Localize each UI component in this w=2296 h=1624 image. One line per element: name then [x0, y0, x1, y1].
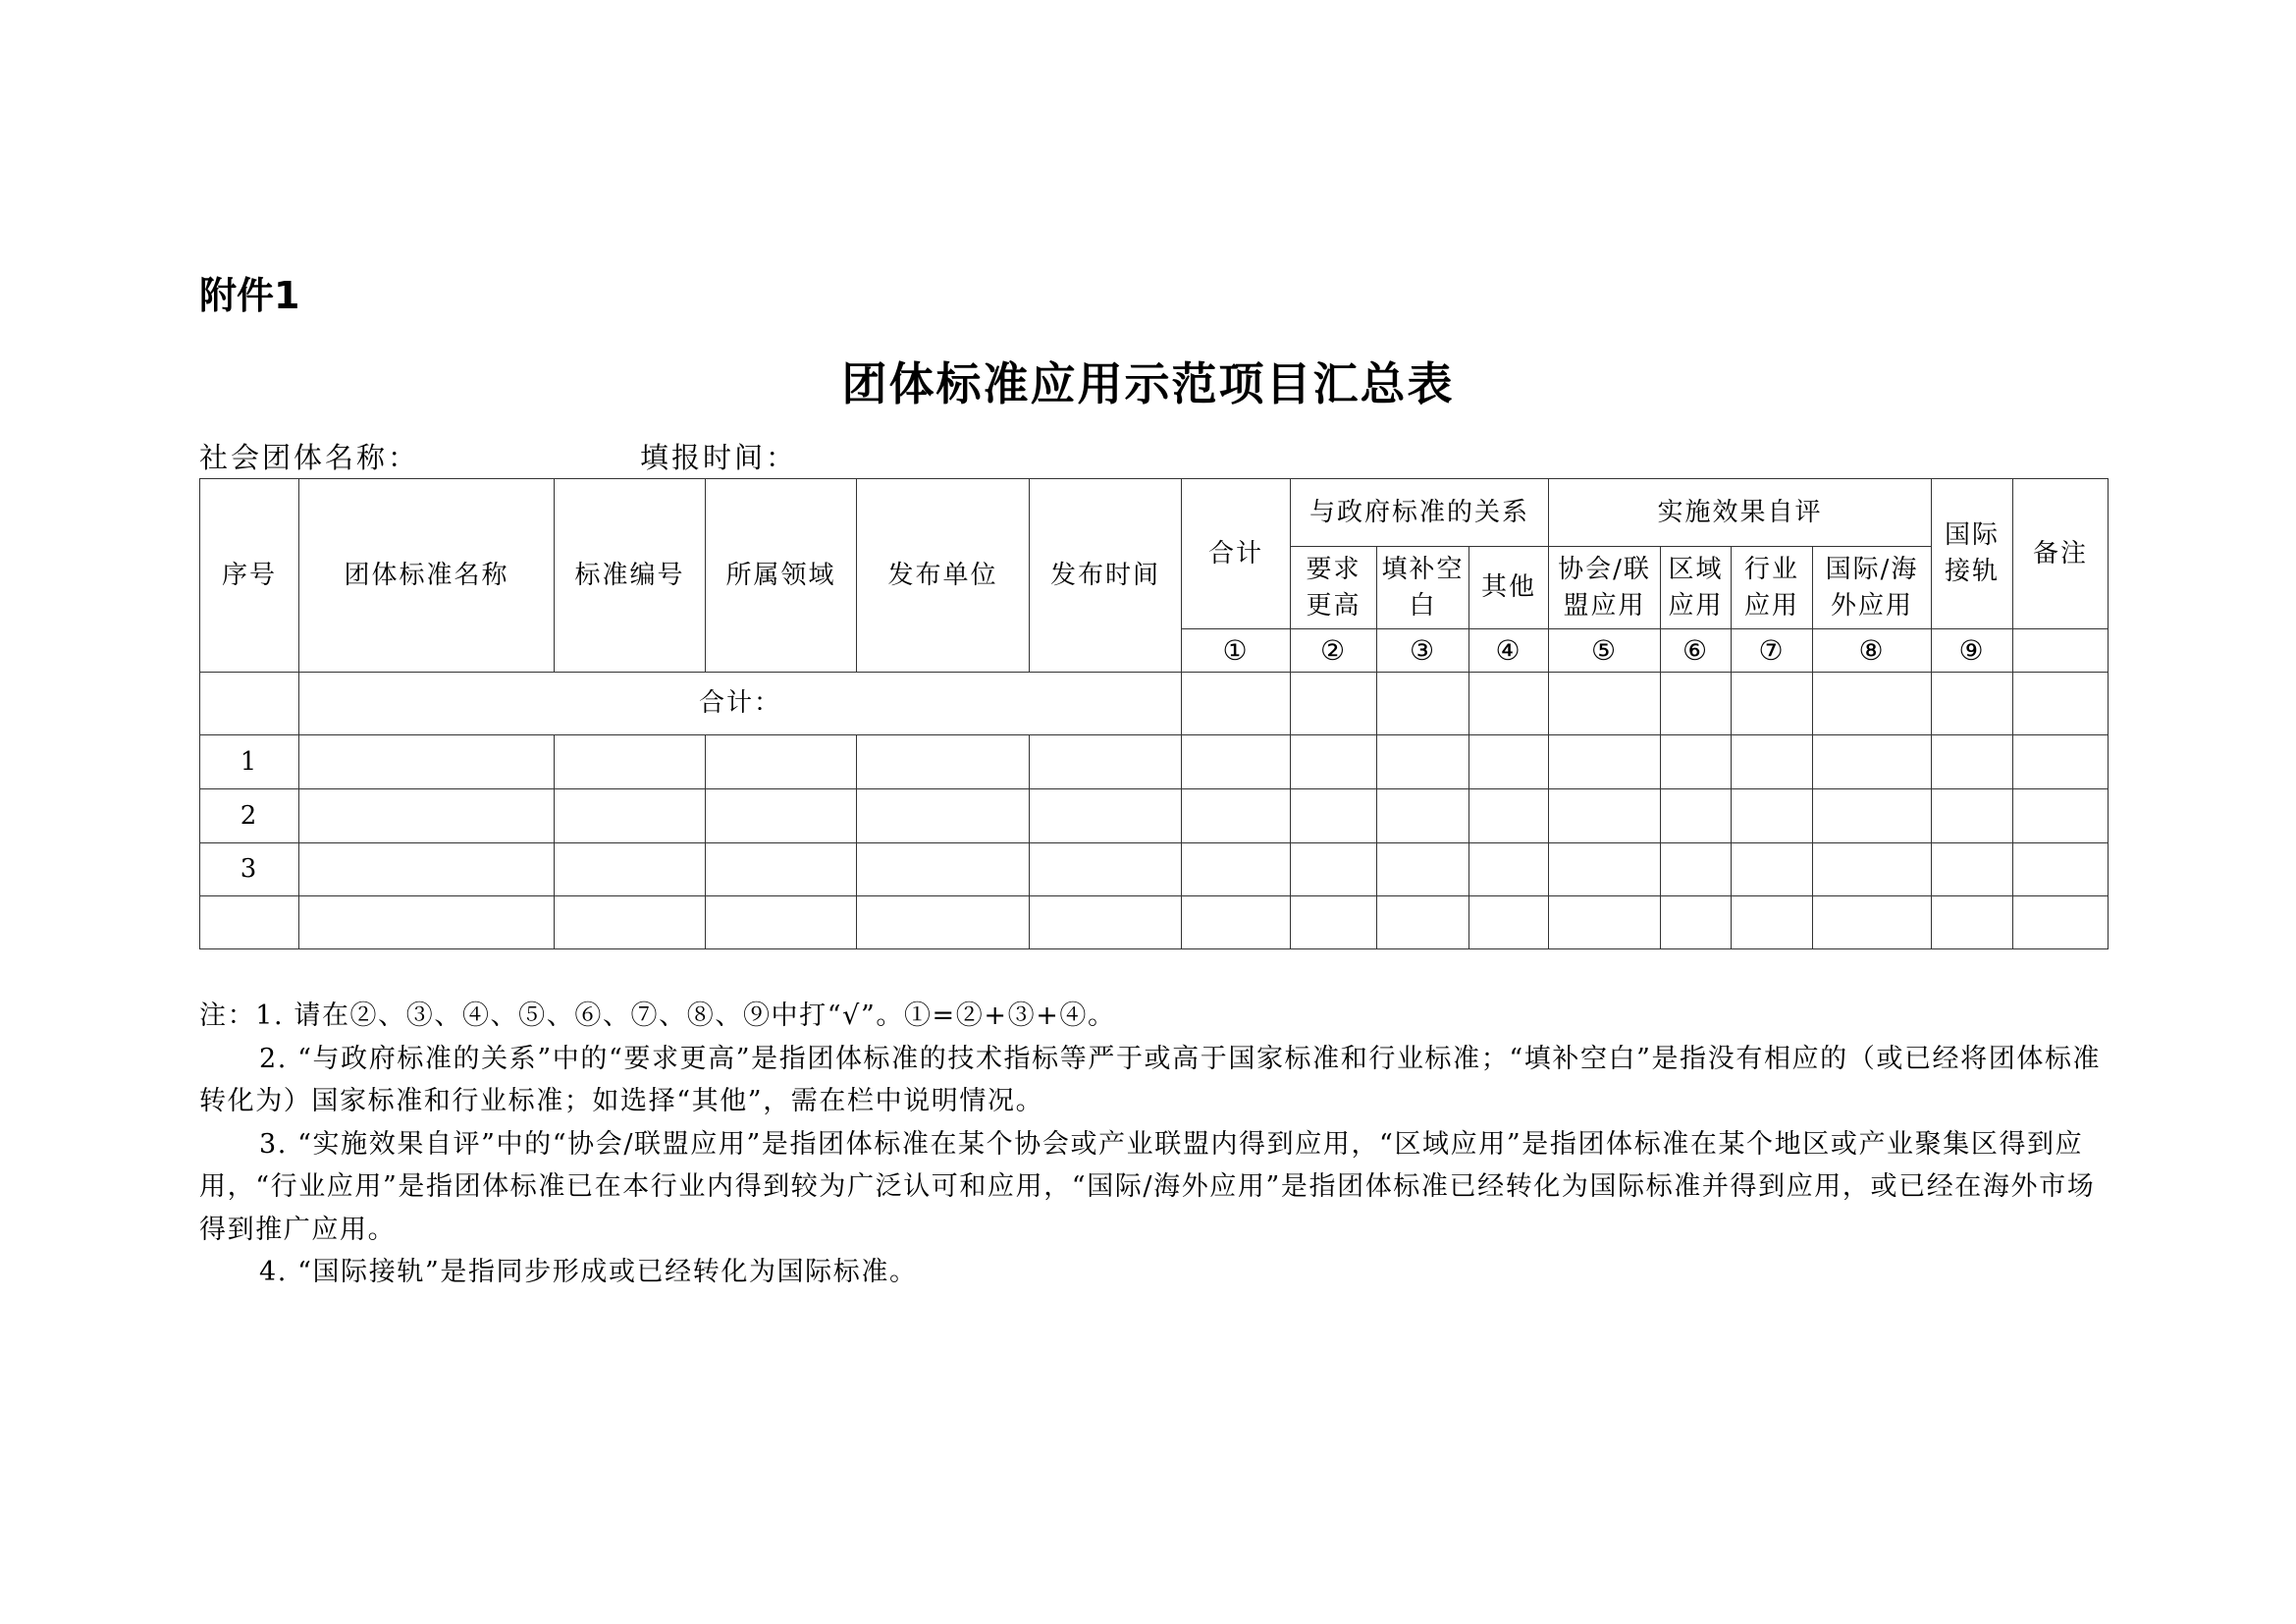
table-cell — [1732, 843, 1813, 896]
table-cell — [200, 673, 299, 735]
row-number: 1 — [200, 735, 299, 789]
table-row — [200, 896, 2109, 949]
table-row — [200, 789, 2109, 843]
table-cell — [1661, 673, 1732, 735]
table-cell — [706, 789, 857, 843]
table-cell — [2013, 843, 2109, 896]
circled-number: ③ — [1377, 629, 1469, 673]
table-cell — [1932, 896, 2013, 949]
circled-number: ⑧ — [1813, 629, 1932, 673]
table-cell — [1549, 673, 1661, 735]
header-field: 所属领域 — [706, 479, 857, 673]
header-std-code: 标准编号 — [555, 479, 706, 673]
total-row-label: 合计： — [299, 673, 1182, 735]
note-3: 3. “实施效果自评”中的“协会/联盟应用”是指团体标准在某个协会或产业联盟内得到应用，“区域应用”是指团体标准在某个地区或产业聚集区得到应用，“行业应用”是指团体标准已在本行业内得到较为广泛认可和应用，“国际/海外应用”是指团体标准已经转化为国际标准并得到应用，或已经在海外市场得到推广应用。 — [199, 1128, 2096, 1245]
header-pub-date: 发布时间 — [1030, 479, 1182, 673]
table-cell — [1932, 843, 2013, 896]
table-cell — [555, 843, 706, 896]
table-cell — [1813, 789, 1932, 843]
table-cell — [1377, 789, 1469, 843]
circled-number: ⑨ — [1932, 629, 2013, 673]
table-cell — [857, 843, 1030, 896]
table-row — [200, 735, 2109, 789]
attachment-label: 附件1 — [199, 274, 300, 317]
table-cell — [1661, 735, 1732, 789]
table-cell — [1813, 735, 1932, 789]
table-cell — [299, 735, 555, 789]
header-intl-align: 国际接轨 — [1932, 479, 2013, 629]
table-cell — [1813, 843, 1932, 896]
table-cell — [1291, 789, 1377, 843]
table-cell — [1469, 843, 1549, 896]
table-cell — [706, 735, 857, 789]
table-cell — [1732, 673, 1813, 735]
table-cell — [1932, 789, 2013, 843]
header-intl-app: 国际/海外应用 — [1813, 547, 1932, 629]
note-4: 4. “国际接轨”是指同步形成或已经转化为国际标准。 — [259, 1257, 918, 1287]
table-cell — [1469, 896, 1549, 949]
row-number: 3 — [200, 843, 299, 896]
table-cell — [1661, 896, 1732, 949]
circled-number: ⑦ — [1732, 629, 1813, 673]
header-region-app: 区域应用 — [1661, 547, 1732, 629]
header-publisher: 发布单位 — [857, 479, 1030, 673]
note-1: 注：1. 请在②、③、④、⑤、⑥、⑦、⑧、⑨中打“√”。①=②+③+④。 — [199, 1001, 1116, 1031]
circled-number: ④ — [1469, 629, 1549, 673]
table-cell — [2013, 673, 2109, 735]
header-std-name: 团体标准名称 — [299, 479, 555, 673]
table-cell — [555, 789, 706, 843]
table-cell — [1182, 673, 1291, 735]
table-cell — [1030, 735, 1182, 789]
header-row-1 — [200, 479, 2109, 547]
table-cell — [2013, 896, 2109, 949]
header-assoc-app: 协会/联盟应用 — [1549, 547, 1661, 629]
table-cell — [1549, 896, 1661, 949]
table-cell — [1291, 673, 1377, 735]
table-cell — [1030, 896, 1182, 949]
org-name-label: 社会团体名称： — [199, 441, 420, 474]
table-cell — [1291, 896, 1377, 949]
table-cell — [555, 735, 706, 789]
table-cell — [555, 896, 706, 949]
row-number — [200, 896, 299, 949]
circled-number: ② — [1291, 629, 1377, 673]
summary-table — [199, 478, 2109, 949]
table-cell — [2013, 735, 2109, 789]
table-cell — [1732, 735, 1813, 789]
table-cell — [857, 789, 1030, 843]
table-cell — [1030, 843, 1182, 896]
header-remarks: 备注 — [2013, 479, 2109, 629]
header-gov-relation: 与政府标准的关系 — [1291, 479, 1549, 547]
header-higher-req: 要求更高 — [1291, 547, 1377, 629]
header-seq: 序号 — [200, 479, 299, 673]
table-cell — [1182, 735, 1291, 789]
header-total: 合计 — [1182, 479, 1291, 629]
note-2: 2. “与政府标准的关系”中的“要求更高”是指团体标准的技术指标等严于或高于国家标准和行业标准；“填补空白”是指没有相应的（或已经将团体标准转化为）国家标准和行业标准；如选择“其他”，需在栏中说明情况。 — [199, 1043, 2102, 1116]
table-cell — [1182, 843, 1291, 896]
document-title: 团体标准应用示范项目汇总表 — [841, 357, 1455, 410]
circled-number: ① — [1182, 629, 1291, 673]
header-other: 其他 — [1469, 547, 1549, 629]
table-cell — [1030, 789, 1182, 843]
table-cell — [1732, 789, 1813, 843]
table-cell — [1549, 843, 1661, 896]
table-cell — [1469, 789, 1549, 843]
table-cell — [1732, 896, 1813, 949]
table-row — [200, 843, 2109, 896]
total-row — [200, 673, 2109, 735]
table-cell — [299, 896, 555, 949]
table-cell — [1377, 843, 1469, 896]
table-cell — [1377, 896, 1469, 949]
table-cell — [1813, 896, 1932, 949]
table-cell — [857, 896, 1030, 949]
row-number: 2 — [200, 789, 299, 843]
table-cell — [706, 896, 857, 949]
header-fill-gap: 填补空白 — [1377, 547, 1469, 629]
header-industry-app: 行业应用 — [1732, 547, 1813, 629]
table-cell — [1932, 735, 2013, 789]
circled-number: ⑥ — [1661, 629, 1732, 673]
table-cell — [1661, 789, 1732, 843]
table-cell — [1932, 673, 2013, 735]
table-cell — [299, 843, 555, 896]
table-cell — [1661, 843, 1732, 896]
table-cell — [1291, 843, 1377, 896]
table-cell — [1377, 673, 1469, 735]
table-cell — [2013, 629, 2109, 673]
table-cell — [1813, 673, 1932, 735]
notes-section — [199, 995, 2108, 1294]
table-cell — [299, 789, 555, 843]
table-cell — [1182, 896, 1291, 949]
table-cell — [1377, 735, 1469, 789]
table-cell — [1182, 789, 1291, 843]
fill-date-label: 填报时间： — [640, 441, 798, 474]
table-cell — [857, 735, 1030, 789]
table-cell — [1469, 735, 1549, 789]
table-cell — [2013, 789, 2109, 843]
table-cell — [1549, 735, 1661, 789]
circled-number: ⑤ — [1549, 629, 1661, 673]
table-cell — [1469, 673, 1549, 735]
table-cell — [706, 843, 857, 896]
header-self-eval: 实施效果自评 — [1549, 479, 1932, 547]
table-cell — [1291, 735, 1377, 789]
table-cell — [1549, 789, 1661, 843]
